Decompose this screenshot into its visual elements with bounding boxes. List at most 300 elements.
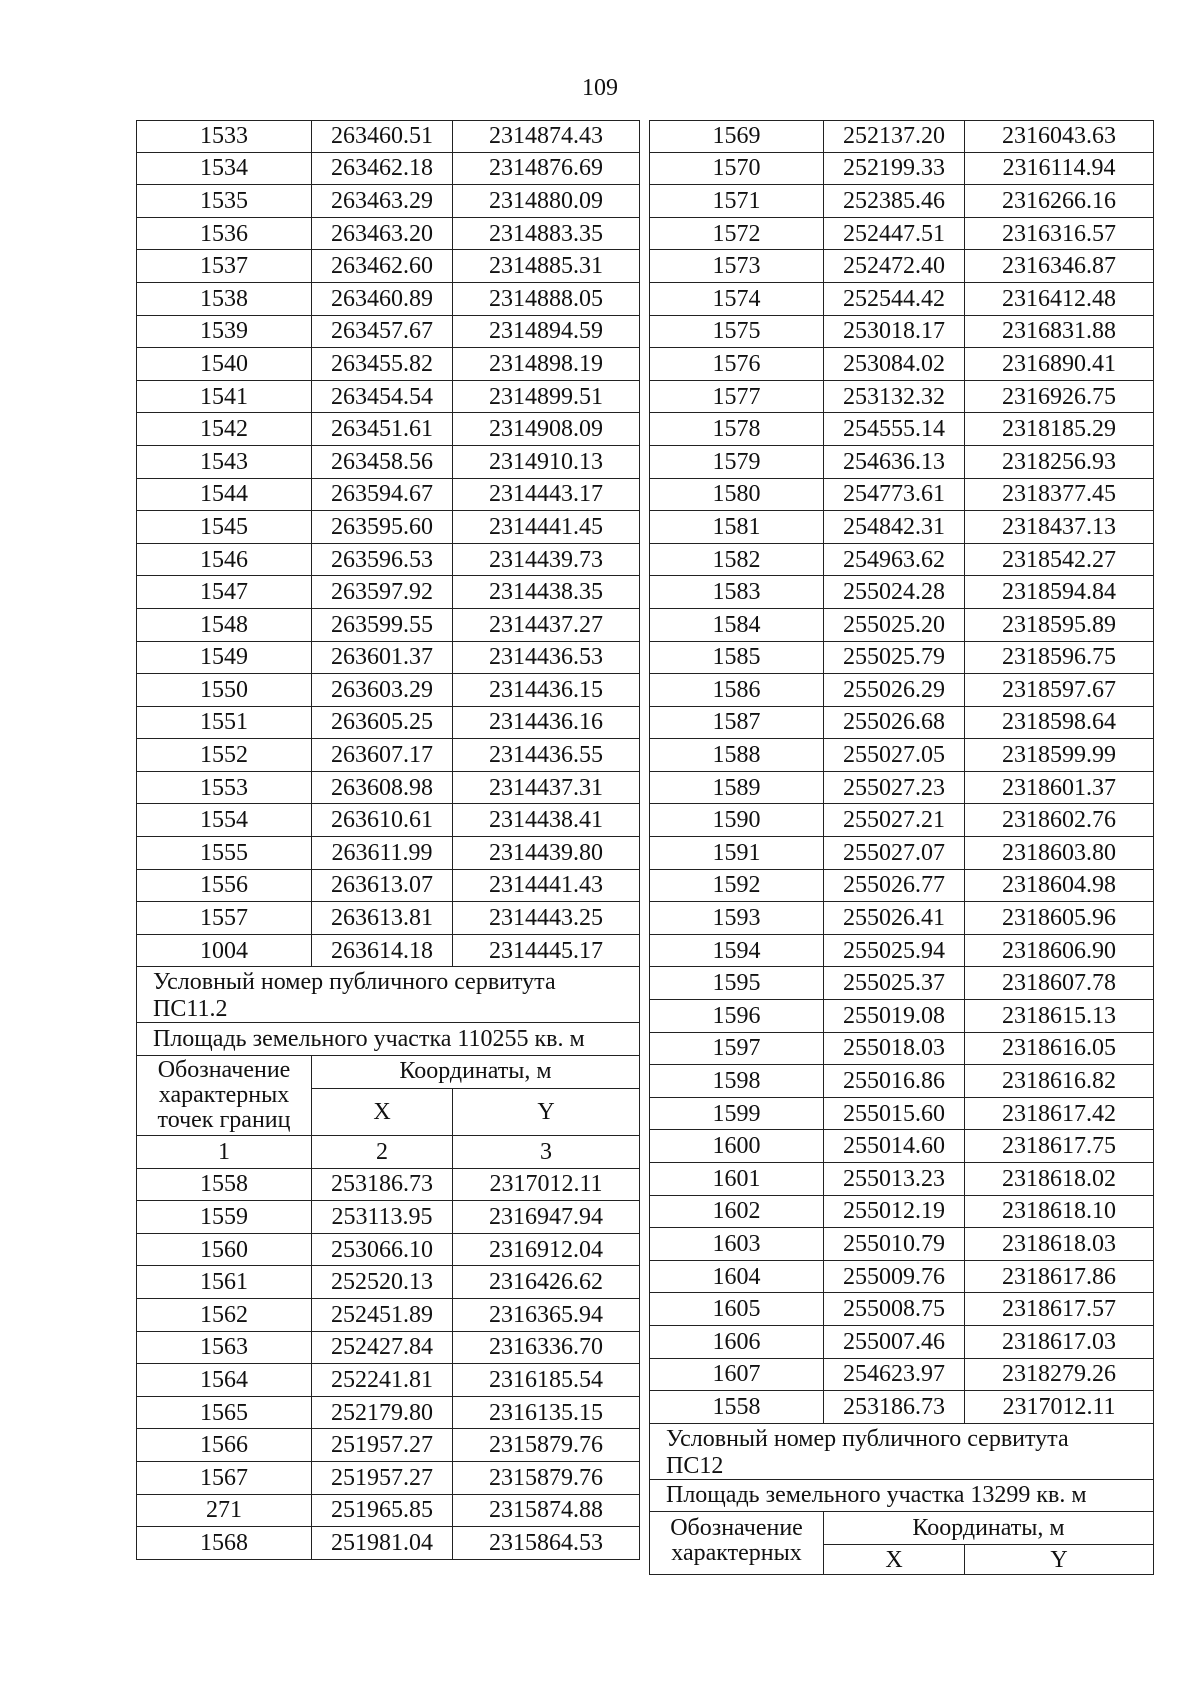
point-number: 1552 [136, 739, 312, 772]
x-coordinate: 263462.18 [312, 153, 453, 186]
table-row [136, 1332, 640, 1365]
point-number: 1553 [136, 772, 312, 805]
x-coordinate: 251981.04 [312, 1527, 453, 1560]
table-row [136, 642, 640, 675]
y-coordinate: 2314436.53 [453, 642, 640, 675]
table-row [649, 576, 1154, 609]
point-number: 1543 [136, 446, 312, 479]
x-coordinate: 263613.07 [312, 870, 453, 903]
point-number: 1570 [649, 153, 824, 186]
table-row [136, 544, 640, 577]
x-coordinate: 263462.60 [312, 250, 453, 283]
col-number: 2 [312, 1136, 453, 1169]
point-number: 1577 [649, 381, 824, 414]
table-row [649, 1228, 1154, 1261]
y-coordinate: 2318185.29 [965, 413, 1154, 446]
y-coordinate: 2318604.98 [965, 870, 1154, 903]
table-row [649, 283, 1154, 316]
x-coordinate: 255025.94 [824, 935, 965, 968]
table-row [136, 283, 640, 316]
point-number: 1595 [649, 967, 824, 1000]
table-row [649, 446, 1154, 479]
table-row [136, 381, 640, 414]
x-coordinate: 255027.21 [824, 804, 965, 837]
table-row [649, 218, 1154, 251]
x-coordinate: 253084.02 [824, 348, 965, 381]
x-coordinate: 252472.40 [824, 250, 965, 283]
y-coordinate: 2318617.57 [965, 1293, 1154, 1326]
point-number: 1576 [649, 348, 824, 381]
page-number: 109 [582, 75, 618, 101]
table-row [136, 185, 640, 218]
table-row [649, 381, 1154, 414]
point-number: 1579 [649, 446, 824, 479]
point-number: 1544 [136, 479, 312, 512]
y-coordinate: 2318602.76 [965, 804, 1154, 837]
y-header: Y [453, 1089, 640, 1136]
table-row [136, 1234, 640, 1267]
point-number: 1572 [649, 218, 824, 251]
y-coordinate: 2318596.75 [965, 642, 1154, 675]
x-coordinate: 255016.86 [824, 1065, 965, 1098]
y-coordinate: 2314899.51 [453, 381, 640, 414]
point-number: 1587 [649, 707, 824, 740]
x-coordinate: 252544.42 [824, 283, 965, 316]
left-rows-bottom [136, 1169, 640, 1560]
y-coordinate: 2318617.42 [965, 1098, 1154, 1131]
x-coordinate: 255027.07 [824, 837, 965, 870]
y-coordinate: 2316912.04 [453, 1234, 640, 1267]
y-coordinate: 2315879.76 [453, 1462, 640, 1495]
x-coordinate: 263614.18 [312, 935, 453, 968]
x-coordinate: 263463.29 [312, 185, 453, 218]
x-coordinate: 255012.19 [824, 1196, 965, 1229]
point-number: 1604 [649, 1261, 824, 1294]
x-coordinate: 252451.89 [312, 1299, 453, 1332]
table-row [649, 609, 1154, 642]
point-number: 1540 [136, 348, 312, 381]
y-coordinate: 2314443.25 [453, 902, 640, 935]
table-row [136, 1495, 640, 1528]
y-coordinate: 2318606.90 [965, 935, 1154, 968]
table-row [136, 609, 640, 642]
point-number: 1590 [649, 804, 824, 837]
y-coordinate: 2314445.17 [453, 935, 640, 968]
point-number: 271 [136, 1495, 312, 1528]
point-number: 1584 [649, 609, 824, 642]
table-row [136, 1169, 640, 1202]
table-row [649, 1163, 1154, 1196]
table-row [136, 837, 640, 870]
point-number: 1564 [136, 1364, 312, 1397]
point-number: 1542 [136, 413, 312, 446]
left-rows-top [136, 120, 640, 967]
x-coordinate: 251957.27 [312, 1429, 453, 1462]
y-coordinate: 2318617.03 [965, 1326, 1154, 1359]
x-coordinate: 263603.29 [312, 674, 453, 707]
table-row [136, 1397, 640, 1430]
table-row [649, 479, 1154, 512]
x-coordinate: 263601.37 [312, 642, 453, 675]
y-coordinate: 2316346.87 [965, 250, 1154, 283]
y-coordinate: 2318594.84 [965, 576, 1154, 609]
point-number: 1583 [649, 576, 824, 609]
table-row [136, 902, 640, 935]
point-number: 1534 [136, 153, 312, 186]
y-coordinate: 2318605.96 [965, 902, 1154, 935]
x-coordinate: 263605.25 [312, 707, 453, 740]
table-row [136, 153, 640, 186]
y-coordinate: 2318279.26 [965, 1359, 1154, 1392]
coords-header: Координаты, м [312, 1056, 640, 1089]
y-coordinate: 2318618.10 [965, 1196, 1154, 1229]
table-row [136, 707, 640, 740]
y-coordinate: 2314437.27 [453, 609, 640, 642]
point-number: 1589 [649, 772, 824, 805]
x-coordinate: 255025.37 [824, 967, 965, 1000]
point-number: 1581 [649, 511, 824, 544]
table-row [136, 250, 640, 283]
x-coordinate: 252137.20 [824, 120, 965, 153]
y-coordinate: 2314874.43 [453, 120, 640, 153]
y-coordinate: 2316831.88 [965, 316, 1154, 349]
x-coordinate: 254555.14 [824, 413, 965, 446]
y-coordinate: 2316890.41 [965, 348, 1154, 381]
servitude-label: Условный номер публичного сервитута [666, 1425, 1069, 1452]
y-coordinate: 2314438.41 [453, 804, 640, 837]
point-number: 1598 [649, 1065, 824, 1098]
point-number: 1565 [136, 1397, 312, 1430]
point-number: 1567 [136, 1462, 312, 1495]
y-coordinate: 2314883.35 [453, 218, 640, 251]
table-header [649, 1512, 1154, 1575]
servitude-number: ПС12 [666, 1452, 724, 1479]
x-coordinate: 252427.84 [312, 1332, 453, 1365]
table-row [136, 1462, 640, 1495]
table-row [649, 1359, 1154, 1392]
point-number: 1603 [649, 1228, 824, 1261]
y-coordinate: 2316412.48 [965, 283, 1154, 316]
table-row [649, 935, 1154, 968]
table-row [136, 1299, 640, 1332]
point-number: 1605 [649, 1293, 824, 1326]
x-coordinate: 255010.79 [824, 1228, 965, 1261]
points-header: Обозначение характерных [649, 1512, 824, 1575]
y-coordinate: 2314437.31 [453, 772, 640, 805]
point-number: 1588 [649, 739, 824, 772]
table-row [649, 1326, 1154, 1359]
table-row [136, 316, 640, 349]
x-coordinate: 253186.73 [824, 1391, 965, 1424]
table-row [649, 642, 1154, 675]
point-number: 1566 [136, 1429, 312, 1462]
table-row [136, 413, 640, 446]
y-coordinate: 2314910.13 [453, 446, 640, 479]
y-coordinate: 2316266.16 [965, 185, 1154, 218]
right-rows [649, 120, 1154, 1424]
point-number: 1582 [649, 544, 824, 577]
x-coordinate: 252520.13 [312, 1266, 453, 1299]
x-coordinate: 263594.67 [312, 479, 453, 512]
point-number: 1569 [649, 120, 824, 153]
y-coordinate: 2314908.09 [453, 413, 640, 446]
y-coordinate: 2316316.57 [965, 218, 1154, 251]
table-row [649, 511, 1154, 544]
table-row [136, 120, 640, 153]
x-coordinate: 263595.60 [312, 511, 453, 544]
x-coordinate: 255026.77 [824, 870, 965, 903]
x-coordinate: 263613.81 [312, 902, 453, 935]
point-number: 1548 [136, 609, 312, 642]
point-number: 1558 [649, 1391, 824, 1424]
y-coordinate: 2314441.45 [453, 511, 640, 544]
point-number: 1592 [649, 870, 824, 903]
x-coordinate: 263457.67 [312, 316, 453, 349]
x-header: X [824, 1545, 965, 1575]
table-row [649, 1000, 1154, 1033]
point-number: 1562 [136, 1299, 312, 1332]
x-coordinate: 255027.23 [824, 772, 965, 805]
point-number: 1535 [136, 185, 312, 218]
area-text: Площадь земельного участка 13299 кв. м [649, 1480, 1154, 1513]
table-row [649, 1293, 1154, 1326]
table-row [649, 1065, 1154, 1098]
point-number: 1568 [136, 1527, 312, 1560]
x-coordinate: 251965.85 [312, 1495, 453, 1528]
point-number: 1580 [649, 479, 824, 512]
x-coordinate: 253186.73 [312, 1169, 453, 1202]
left-coordinates-table [136, 120, 640, 1560]
y-coordinate: 2318616.05 [965, 1033, 1154, 1066]
x-coordinate: 263460.51 [312, 120, 453, 153]
y-coordinate: 2318598.64 [965, 707, 1154, 740]
x-coordinate: 254842.31 [824, 511, 965, 544]
point-number: 1575 [649, 316, 824, 349]
table-row [649, 902, 1154, 935]
table-row [136, 511, 640, 544]
point-number: 1536 [136, 218, 312, 251]
table-row [649, 316, 1154, 349]
point-number: 1599 [649, 1098, 824, 1131]
y-coordinate: 2314436.15 [453, 674, 640, 707]
x-coordinate: 255014.60 [824, 1130, 965, 1163]
x-coordinate: 255025.20 [824, 609, 965, 642]
point-number: 1004 [136, 935, 312, 968]
y-coordinate: 2314894.59 [453, 316, 640, 349]
table-row [649, 120, 1154, 153]
table-header [136, 1056, 640, 1136]
point-number: 1538 [136, 283, 312, 316]
x-coordinate: 254963.62 [824, 544, 965, 577]
y-coordinate: 2315864.53 [453, 1527, 640, 1560]
y-coordinate: 2318595.89 [965, 609, 1154, 642]
table-row [649, 674, 1154, 707]
point-number: 1545 [136, 511, 312, 544]
x-coordinate: 255026.68 [824, 707, 965, 740]
table-row [136, 576, 640, 609]
table-row [136, 1429, 640, 1462]
table-row [136, 935, 640, 968]
table-row [136, 1266, 640, 1299]
y-coordinate: 2318377.45 [965, 479, 1154, 512]
y-coordinate: 2318617.75 [965, 1130, 1154, 1163]
point-number: 1537 [136, 250, 312, 283]
table-row [649, 1098, 1154, 1131]
x-coordinate: 253018.17 [824, 316, 965, 349]
x-coordinate: 255026.41 [824, 902, 965, 935]
table-row [649, 1196, 1154, 1229]
y-coordinate: 2314880.09 [453, 185, 640, 218]
y-header: Y [965, 1545, 1154, 1575]
point-number: 1607 [649, 1359, 824, 1392]
point-number: 1558 [136, 1169, 312, 1202]
x-coordinate: 255027.05 [824, 739, 965, 772]
y-coordinate: 2314888.05 [453, 283, 640, 316]
servitude-number-block [649, 1424, 1154, 1480]
y-coordinate: 2315874.88 [453, 1495, 640, 1528]
x-coordinate: 251957.27 [312, 1462, 453, 1495]
x-coordinate: 254623.97 [824, 1359, 965, 1392]
y-coordinate: 2318542.27 [965, 544, 1154, 577]
y-coordinate: 2316114.94 [965, 153, 1154, 186]
y-coordinate: 2316043.63 [965, 120, 1154, 153]
x-coordinate: 263599.55 [312, 609, 453, 642]
y-coordinate: 2316365.94 [453, 1299, 640, 1332]
point-number: 1541 [136, 381, 312, 414]
y-coordinate: 2317012.11 [453, 1169, 640, 1202]
x-coordinate: 255026.29 [824, 674, 965, 707]
table-row [649, 967, 1154, 1000]
x-coordinate: 252385.46 [824, 185, 965, 218]
point-number: 1574 [649, 283, 824, 316]
point-number: 1591 [649, 837, 824, 870]
x-coordinate: 263454.54 [312, 381, 453, 414]
x-coordinate: 263451.61 [312, 413, 453, 446]
table-row [136, 804, 640, 837]
table-row [649, 1261, 1154, 1294]
y-coordinate: 2316947.94 [453, 1201, 640, 1234]
point-number: 1547 [136, 576, 312, 609]
point-number: 1600 [649, 1130, 824, 1163]
table-row [649, 250, 1154, 283]
point-number: 1585 [649, 642, 824, 675]
x-coordinate: 263607.17 [312, 739, 453, 772]
table-row [136, 479, 640, 512]
table-row [136, 1201, 640, 1234]
point-number: 1556 [136, 870, 312, 903]
x-coordinate: 263610.61 [312, 804, 453, 837]
y-coordinate: 2318599.99 [965, 739, 1154, 772]
table-row [136, 218, 640, 251]
point-number: 1571 [649, 185, 824, 218]
y-coordinate: 2318617.86 [965, 1261, 1154, 1294]
table-row [136, 739, 640, 772]
x-coordinate: 252179.80 [312, 1397, 453, 1430]
point-number: 1578 [649, 413, 824, 446]
table-row [649, 413, 1154, 446]
x-coordinate: 255008.75 [824, 1293, 965, 1326]
servitude-number: ПС11.2 [153, 996, 228, 1023]
col-number: 3 [453, 1136, 640, 1169]
x-header: X [312, 1089, 453, 1136]
point-number: 1563 [136, 1332, 312, 1365]
y-coordinate: 2318603.80 [965, 837, 1154, 870]
y-coordinate: 2318618.02 [965, 1163, 1154, 1196]
x-coordinate: 255015.60 [824, 1098, 965, 1131]
x-coordinate: 263597.92 [312, 576, 453, 609]
point-number: 1597 [649, 1033, 824, 1066]
x-coordinate: 254773.61 [824, 479, 965, 512]
point-number: 1586 [649, 674, 824, 707]
points-header: Обозначение характерных точек границ [136, 1056, 312, 1136]
coords-header: Координаты, м [824, 1512, 1154, 1545]
x-coordinate: 253113.95 [312, 1201, 453, 1234]
point-number: 1560 [136, 1234, 312, 1267]
x-coordinate: 255024.28 [824, 576, 965, 609]
table-row [649, 348, 1154, 381]
table-row [649, 837, 1154, 870]
point-number: 1559 [136, 1201, 312, 1234]
x-coordinate: 263596.53 [312, 544, 453, 577]
area-text: Площадь земельного участка 110255 кв. м [136, 1023, 640, 1056]
table-row [649, 739, 1154, 772]
table-row [136, 772, 640, 805]
y-coordinate: 2316926.75 [965, 381, 1154, 414]
table-row [136, 446, 640, 479]
point-number: 1555 [136, 837, 312, 870]
table-row [136, 348, 640, 381]
y-coordinate: 2314443.17 [453, 479, 640, 512]
point-number: 1594 [649, 935, 824, 968]
y-coordinate: 2318618.03 [965, 1228, 1154, 1261]
y-coordinate: 2318597.67 [965, 674, 1154, 707]
y-coordinate: 2314441.43 [453, 870, 640, 903]
y-coordinate: 2318616.82 [965, 1065, 1154, 1098]
table-row [649, 772, 1154, 805]
point-number: 1533 [136, 120, 312, 153]
right-coordinates-table [649, 120, 1154, 1575]
x-coordinate: 263463.20 [312, 218, 453, 251]
y-coordinate: 2318437.13 [965, 511, 1154, 544]
point-number: 1606 [649, 1326, 824, 1359]
point-number: 1557 [136, 902, 312, 935]
y-coordinate: 2314898.19 [453, 348, 640, 381]
x-coordinate: 252447.51 [824, 218, 965, 251]
point-number: 1601 [649, 1163, 824, 1196]
y-coordinate: 2317012.11 [965, 1391, 1154, 1424]
point-number: 1549 [136, 642, 312, 675]
servitude-label: Условный номер публичного сервитута [153, 969, 556, 996]
y-coordinate: 2315879.76 [453, 1429, 640, 1462]
table-row [136, 1527, 640, 1560]
point-number: 1561 [136, 1266, 312, 1299]
y-coordinate: 2318607.78 [965, 967, 1154, 1000]
x-coordinate: 255019.08 [824, 1000, 965, 1033]
y-coordinate: 2316185.54 [453, 1364, 640, 1397]
table-row [649, 1033, 1154, 1066]
y-coordinate: 2314885.31 [453, 250, 640, 283]
servitude-number-block [136, 967, 640, 1023]
table-row [649, 707, 1154, 740]
table-row [136, 870, 640, 903]
x-coordinate: 263458.56 [312, 446, 453, 479]
table-row [649, 185, 1154, 218]
x-coordinate: 263455.82 [312, 348, 453, 381]
y-coordinate: 2316426.62 [453, 1266, 640, 1299]
point-number: 1596 [649, 1000, 824, 1033]
table-row [136, 674, 640, 707]
table-row [136, 1364, 640, 1397]
